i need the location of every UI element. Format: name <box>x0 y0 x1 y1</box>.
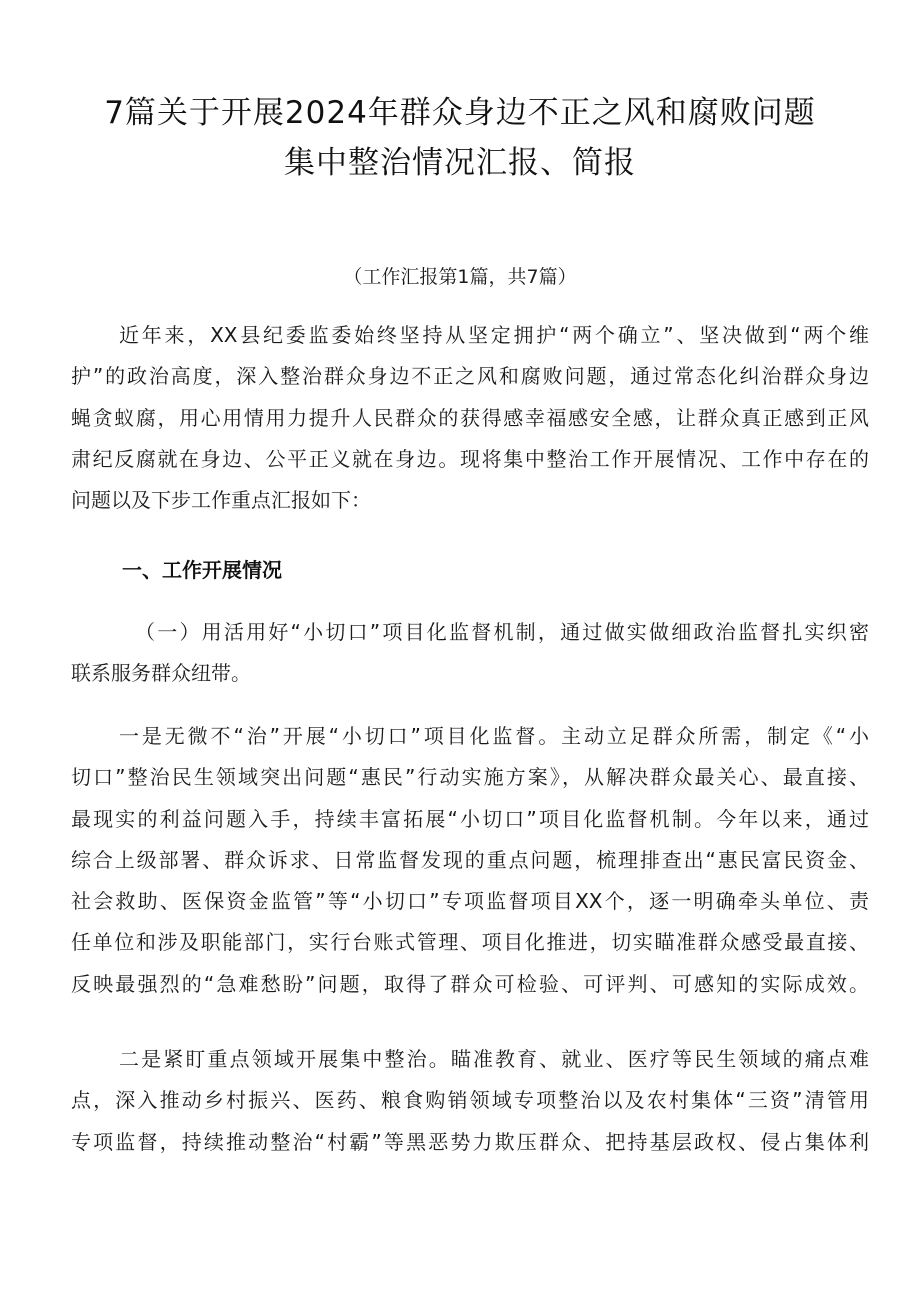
paragraph-line: 一是无微不“治”开展“小切口”项目化监督。主动立足群众所需，制定《“小 <box>119 724 869 748</box>
paragraph-line: 蝇贪蚁腐，用心用情用力提升人民群众的获得感幸福感安全感，让群众真正感到正风 <box>71 405 869 430</box>
paragraph-line: 社会救助、医保资金监管”等“小切口”专项监督项目XX个，逐一明确牵头单位、责 <box>71 889 869 914</box>
document-title-line-2: 集中整治情况汇报、简报 <box>284 145 636 181</box>
document-subtitle: （工作汇报第1篇，共7篇） <box>343 266 577 288</box>
section-heading: 一、工作开展情况 <box>122 558 282 582</box>
document-title-line-1: 7篇关于开展2024年群众身边不正之风和腐败问题 <box>104 95 816 131</box>
paragraph-line: 二是紧盯重点领域开展集中整治。瞄准教育、就业、医疗等民生领域的痛点难 <box>119 1047 869 1071</box>
paragraph-subsection-1 <box>71 612 869 695</box>
paragraph-line: 反映最强烈的“急难愁盼”问题，取得了群众可检验、可评判、可感知的实际成效。 <box>71 971 869 996</box>
paragraph-line: 最现实的利益问题入手，持续丰富拓展“小切口”项目化监督机制。今年以来，通过 <box>71 806 869 831</box>
paragraph-line: （一）用活用好“小切口”项目化监督机制，通过做实做细政治监督扎实织密 <box>135 620 869 644</box>
paragraph-line: 专项监督，持续推动整治“村霸”等黑恶势力欺压群众、把持基层政权、侵占集体利 <box>71 1129 869 1154</box>
paragraph-line: 任单位和涉及职能部门，实行台账式管理、项目化推进，切实瞄准群众感受最直接、 <box>71 930 869 955</box>
paragraph-line: 护”的政治高度，深入整治群众身边不正之风和腐败问题，通过常态化纠治群众身边 <box>71 364 869 389</box>
paragraph-intro <box>71 315 869 521</box>
paragraph-line: 近年来，XX县纪委监委始终坚持从坚定拥护“两个确立”、坚决做到“两个维 <box>119 323 869 347</box>
paragraph-line: 切口”整治民生领域突出问题“惠民”行动实施方案》，从解决群众最关心、最直接、 <box>71 765 869 790</box>
paragraph-line: 点，深入推动乡村振兴、医药、粮食购销领域专项整治以及农村集体“三资”清管用 <box>71 1088 869 1113</box>
paragraph-line: 问题以及下步工作重点汇报如下： <box>71 488 371 513</box>
paragraph-point-2 <box>71 1039 869 1163</box>
paragraph-line: 肃纪反腐就在身边、公平正义就在身边。现将集中整治工作开展情况、工作中存在的 <box>71 446 869 471</box>
paragraph-line: 综合上级部署、群众诉求、日常监督发现的重点问题，梳理排查出“惠民富民资金、 <box>71 847 869 872</box>
paragraph-line: 联系服务群众纽带。 <box>71 661 251 686</box>
paragraph-point-1 <box>71 716 869 1005</box>
